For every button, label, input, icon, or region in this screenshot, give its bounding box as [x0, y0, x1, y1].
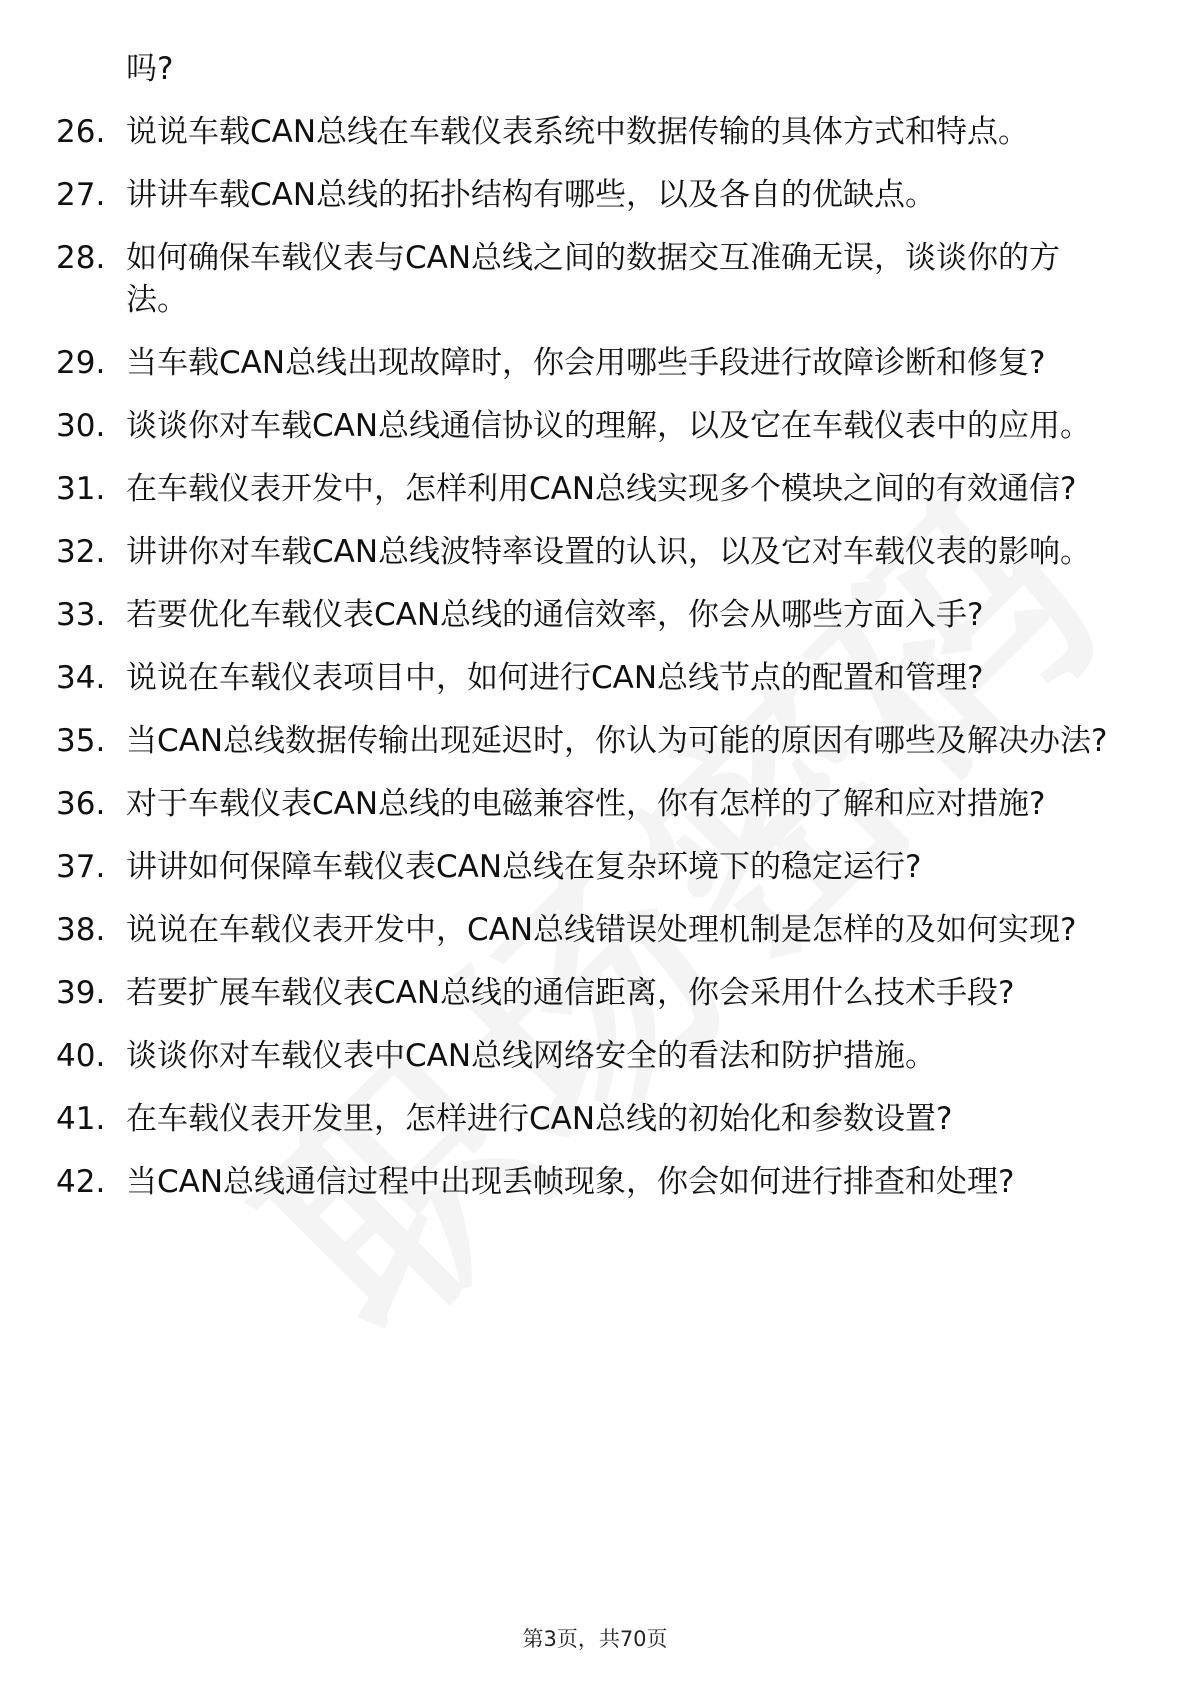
question-number: 26.	[56, 114, 106, 150]
question-text: 说说在车载仪表项目中，如何进行CAN总线节点的配置和管理?	[126, 660, 984, 696]
question-number: 28.	[56, 240, 106, 276]
question-text: 讲讲车载CAN总线的拓扑结构有哪些，以及各自的优缺点。	[126, 177, 937, 213]
question-text: 说说车载CAN总线在车载仪表系统中数据传输的具体方式和特点。	[126, 114, 1030, 150]
question-text: 当车载CAN总线出现故障时，你会用哪些手段进行故障诊断和修复?	[126, 345, 1046, 381]
question-item	[0, 468, 1190, 510]
question-item	[0, 1035, 1190, 1077]
question-text: 谈谈你对车载仪表中CAN总线网络安全的看法和防护措施。	[126, 1038, 937, 1074]
question-item	[0, 111, 1190, 153]
question-text: 讲讲你对车载CAN总线波特率设置的认识，以及它对车载仪表的影响。	[126, 534, 1092, 570]
question-number: 38.	[56, 912, 106, 948]
question-number: 29.	[56, 345, 106, 381]
question-item	[0, 846, 1190, 888]
question-text: 谈谈你对车载CAN总线通信协议的理解，以及它在车载仪表中的应用。	[126, 408, 1092, 444]
question-item	[0, 342, 1190, 384]
question-number: 39.	[56, 975, 106, 1011]
question-number: 41.	[56, 1101, 106, 1137]
question-number: 40.	[56, 1038, 106, 1074]
question-number: 36.	[56, 786, 106, 822]
question-item	[0, 720, 1190, 762]
question-number: 37.	[56, 849, 106, 885]
question-item	[0, 405, 1190, 447]
question-item	[0, 1161, 1190, 1203]
question-text: 在车载仪表开发中，怎样利用CAN总线实现多个模块之间的有效通信?	[126, 471, 1077, 507]
question-text: 当CAN总线数据传输出现延迟时，你认为可能的原因有哪些及解决办法?	[126, 723, 1108, 759]
question-number: 30.	[56, 408, 106, 444]
question-number: 31.	[56, 471, 106, 507]
question-item	[0, 531, 1190, 573]
question-item	[0, 594, 1190, 636]
question-text: 讲讲如何保障车载仪表CAN总线在复杂环境下的稳定运行?	[126, 849, 922, 885]
question-item	[0, 1098, 1190, 1140]
question-number: 33.	[56, 597, 106, 633]
question-text: 如何确保车载仪表与CAN总线之间的数据交互准确无误，谈谈你的方法。	[126, 240, 1061, 318]
question-number: 32.	[56, 534, 106, 570]
question-item	[0, 174, 1190, 216]
question-number: 34.	[56, 660, 106, 696]
question-item	[0, 237, 1190, 321]
question-text: 对于车载仪表CAN总线的电磁兼容性，你有怎样的了解和应对措施?	[126, 786, 1046, 822]
page-footer: 第3页，共70页	[522, 1627, 668, 1651]
question-number: 27.	[56, 177, 106, 213]
question-text: 若要优化车载仪表CAN总线的通信效率，你会从哪些方面入手?	[126, 597, 984, 633]
question-text: 当CAN总线通信过程中出现丢帧现象，你会如何进行排查和处理?	[126, 1164, 1015, 1200]
question-item	[0, 657, 1190, 699]
question-number: 42.	[56, 1164, 106, 1200]
question-item	[0, 909, 1190, 951]
question-text: 若要扩展车载仪表CAN总线的通信距离，你会采用什么技术手段?	[126, 975, 1015, 1011]
question-list	[0, 111, 1190, 1224]
question-number: 35.	[56, 723, 106, 759]
question-item	[0, 783, 1190, 825]
question-text: 在车载仪表开发里，怎样进行CAN总线的初始化和参数设置?	[126, 1101, 953, 1137]
continuation-text: 吗?	[126, 51, 174, 87]
question-text: 说说在车载仪表开发中，CAN总线错误处理机制是怎样的及如何实现?	[126, 912, 1077, 948]
question-item	[0, 972, 1190, 1014]
